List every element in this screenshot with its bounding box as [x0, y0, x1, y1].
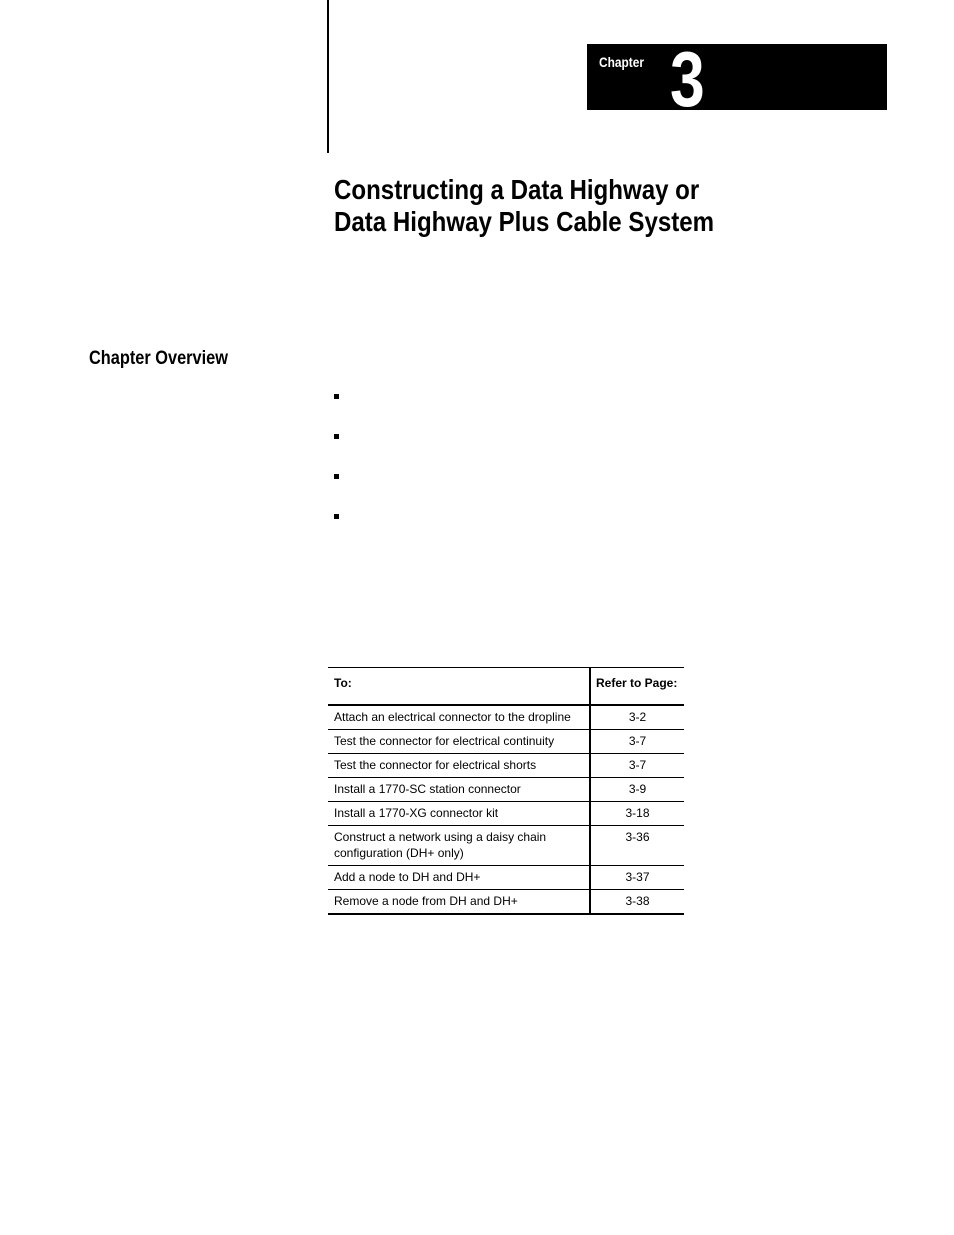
page-cell: 3-36	[590, 826, 684, 866]
page-cell: 3-37	[590, 866, 684, 890]
table-row	[328, 802, 684, 826]
page-title	[334, 174, 714, 238]
bullet-icon	[334, 434, 339, 439]
table-row	[328, 754, 684, 778]
task-cell: Install a 1770-XG connector kit	[328, 802, 590, 826]
table-header-row	[328, 668, 684, 706]
table-row	[328, 705, 684, 730]
table-row	[328, 826, 684, 866]
page-cell: 3-7	[590, 730, 684, 754]
table-row	[328, 778, 684, 802]
page-cell: 3-7	[590, 754, 684, 778]
header-task: To:	[328, 668, 590, 706]
page-cell: 3-38	[590, 890, 684, 915]
chapter-number: 3	[670, 35, 705, 123]
bullet-icon	[334, 514, 339, 519]
bullet-icon	[334, 394, 339, 399]
margin-rule	[327, 0, 329, 153]
chapter-tab	[587, 35, 887, 123]
task-cell: Test the connector for electrical continuity	[328, 730, 590, 754]
table-row	[328, 890, 684, 915]
page-cell: 3-2	[590, 705, 684, 730]
task-cell: Attach an electrical connector to the dropline	[328, 705, 590, 730]
table-row	[328, 866, 684, 890]
page-cell: 3-9	[590, 778, 684, 802]
section-heading: Chapter Overview	[89, 348, 228, 369]
page-title-line-2: Data Highway Plus Cable System	[334, 206, 715, 237]
task-cell: Test the connector for electrical shorts	[328, 754, 590, 778]
task-cell: Add a node to DH and DH+	[328, 866, 590, 890]
task-cell: Install a 1770-SC station connector	[328, 778, 590, 802]
table-row	[328, 730, 684, 754]
task-cell: Construct a network using a daisy chain configuration (DH+ only)	[328, 826, 590, 866]
page-cell: 3-18	[590, 802, 684, 826]
bullet-icon	[334, 474, 339, 479]
task-cell: Remove a node from DH and DH+	[328, 890, 590, 915]
reference-table	[328, 667, 684, 915]
page-title-line-1: Constructing a Data Highway or	[334, 174, 700, 205]
header-page: Refer to Page:	[590, 668, 684, 706]
chapter-label: Chapter	[599, 54, 644, 70]
